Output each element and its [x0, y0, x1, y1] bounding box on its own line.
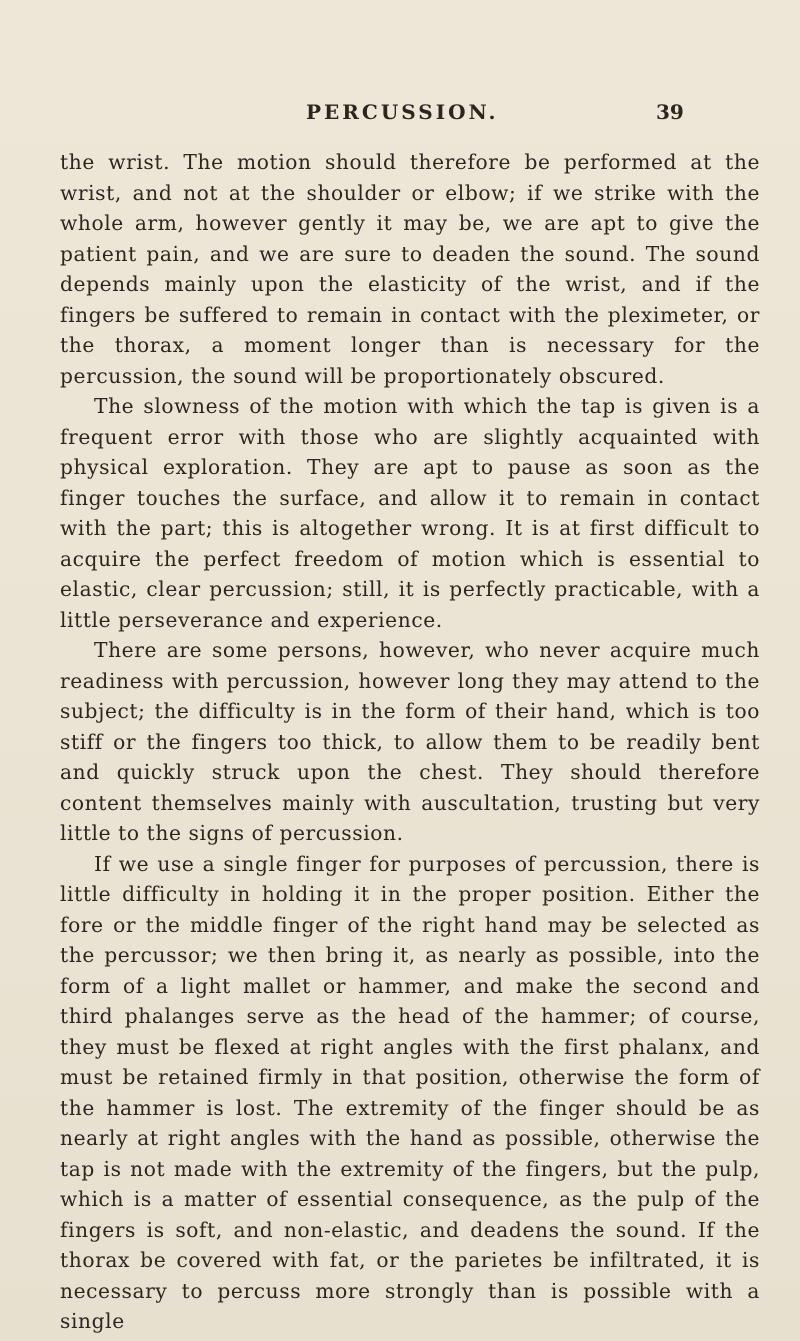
running-head-title: PERCUSSION.: [306, 100, 499, 124]
paragraph-1: the wrist. The motion should therefore be performed at the wrist, and not at the shoulder or elbow; if we strike with the whole arm, however gently it may be, we are apt to give the patient pain, and we are sure to deaden the sound. The sound depends mainly upon the elasticity of the wrist, and if the fingers be suffered to remain in contact with the pleximeter, or the thorax, a moment longer than is necessary for the percussion, the sound will be proportionately obscured.: [60, 150, 760, 388]
paragraph-4: If we use a single finger for purposes of percussion, there is little difficulty in holding it in the proper position. Either the fore or the middle finger of the right hand may be selected as the percussor; we then bring it, as nearly as possible, into the form of a light mallet or hammer, and make the second and third phalanges serve as the head of the hammer; of course, they must be flexed at right angles with the first phalanx, and must be retained firmly in that position, otherwise the form of the hammer is lost. The extremity of the finger should be as nearly at right angles with the hand as possible, otherwise the tap is not made with the extremity of the fingers, but the pulp, which is a matter of essential consequence, as the pulp of the fingers is soft, and non-elastic, and deadens the sound. If the thorax be covered with fat, or the parietes be infiltrated, it is necessary to percuss more strongly than is possible with a single: [60, 851, 760, 1333]
running-head: [0, 100, 800, 140]
paragraph-3: There are some persons, however, who never acquire much readiness with percussion, however long they may attend to the subject; the difficulty is in the form of their hand, which is too stiff or the fingers too thick, to allow them to be readily bent and quickly struck upon the chest. They should therefore content themselves mainly with auscultation, trusting but very little to the signs of percussion.: [60, 638, 760, 845]
page-number: 39: [656, 100, 684, 124]
body-text: [60, 147, 760, 1337]
paragraph-2: The slowness of the motion with which the tap is given is a frequent error with those who are slightly acquainted with physical exploration. They are apt to pause as soon as the finger touches the surface, and allow it to remain in contact with the part; this is altogether wrong. It is at first difficult to acquire the perfect freedom of motion which is essential to elastic, clear percussion; still, it is perfectly practicable, with a little perseverance and experience.: [60, 394, 760, 632]
